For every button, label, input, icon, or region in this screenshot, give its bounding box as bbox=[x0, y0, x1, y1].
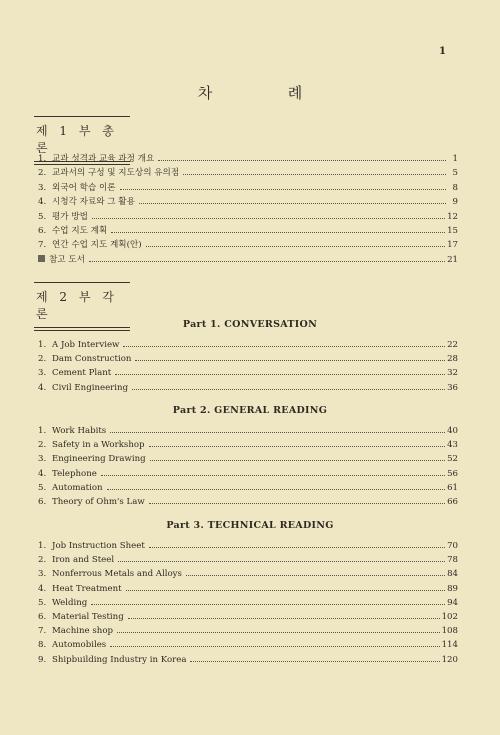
entry-page: 21 bbox=[447, 254, 458, 265]
toc-entry[interactable] bbox=[38, 598, 458, 612]
entry-page: 15 bbox=[447, 225, 458, 236]
toc-entry[interactable] bbox=[38, 195, 458, 209]
entry-label: Engineering Drawing bbox=[52, 454, 146, 465]
entry-label: Welding bbox=[52, 597, 88, 608]
dot-leader bbox=[118, 561, 445, 562]
entry-page: 5 bbox=[452, 168, 458, 179]
entry-label: Cement Plant bbox=[52, 368, 112, 379]
entry-label: Civil Engineering bbox=[52, 382, 129, 393]
dot-leader bbox=[126, 590, 445, 591]
dot-leader bbox=[149, 547, 445, 548]
toc-entry[interactable] bbox=[38, 426, 458, 440]
entry-page: 17 bbox=[447, 240, 458, 251]
toc-entry[interactable] bbox=[38, 584, 458, 598]
entry-label: 연간 수업 지도 계획(안) bbox=[52, 240, 142, 251]
toc-title bbox=[0, 82, 500, 103]
entry-page: 56 bbox=[447, 468, 458, 479]
entry-label: Heat Treatment bbox=[52, 583, 122, 594]
entry-page: 78 bbox=[447, 555, 458, 566]
entry-page: 12 bbox=[447, 211, 458, 222]
toc-entry[interactable] bbox=[38, 166, 458, 180]
toc-entry[interactable] bbox=[38, 569, 458, 583]
entry-number: 5. bbox=[38, 482, 47, 493]
square-bullet-icon bbox=[38, 255, 45, 262]
entry-label: Machine shop bbox=[52, 626, 113, 637]
entry-label: Nonferrous Metals and Alloys bbox=[52, 569, 182, 580]
dot-leader bbox=[146, 246, 445, 247]
toc-entry[interactable] bbox=[38, 383, 458, 397]
entry-label: A Job Interview bbox=[52, 340, 120, 350]
entry-page: 108 bbox=[441, 626, 458, 637]
entry-number: 2. bbox=[38, 168, 47, 179]
toc-entry[interactable] bbox=[38, 181, 458, 195]
entry-label: Theory of Ohm's Law bbox=[52, 496, 145, 507]
entry-label: 평가 방법 bbox=[52, 211, 88, 222]
entry-page: 120 bbox=[441, 654, 458, 665]
entry-number: 2. bbox=[38, 440, 47, 451]
entry-label: 교과 성격과 교육 과정 개요 bbox=[52, 154, 155, 164]
entry-page: 70 bbox=[447, 541, 458, 551]
toc-entry[interactable] bbox=[38, 354, 458, 368]
entry-number: 7. bbox=[38, 626, 47, 637]
toc-entry[interactable] bbox=[38, 440, 458, 454]
entry-number: 1. bbox=[38, 340, 47, 350]
entry-page: 84 bbox=[447, 569, 458, 580]
entry-page: 32 bbox=[447, 368, 458, 379]
entry-label: Job Instruction Sheet bbox=[52, 541, 145, 551]
page-number: 1 bbox=[439, 46, 446, 57]
entry-number: 1. bbox=[38, 541, 47, 551]
entry-number: 2. bbox=[38, 555, 47, 566]
entry-page: 114 bbox=[441, 640, 458, 651]
entry-page: 1 bbox=[452, 154, 458, 164]
dot-leader bbox=[117, 632, 440, 633]
entry-label: Iron and Steel bbox=[52, 555, 115, 566]
entry-label: Automobiles bbox=[52, 640, 107, 651]
entry-number: 1. bbox=[38, 154, 47, 164]
dot-leader bbox=[183, 174, 446, 175]
entry-number: 3. bbox=[38, 182, 47, 193]
entry-number: 4. bbox=[38, 197, 47, 208]
entry-number: 2. bbox=[38, 354, 47, 365]
entry-page: 102 bbox=[441, 611, 458, 622]
toc-title-char: 례 bbox=[287, 84, 303, 102]
toc-entry[interactable] bbox=[38, 224, 458, 238]
entry-number: 6. bbox=[38, 611, 47, 622]
entry-number: 8. bbox=[38, 640, 47, 651]
entry-label: Dam Construction bbox=[52, 354, 132, 365]
entry-label: Material Testing bbox=[52, 611, 124, 622]
entry-number: 4. bbox=[38, 468, 47, 479]
entry-number: 3. bbox=[38, 454, 47, 465]
dot-leader bbox=[149, 446, 446, 447]
entry-page: 89 bbox=[447, 583, 458, 594]
entry-label: Automation bbox=[52, 482, 103, 493]
header-rule bbox=[34, 330, 130, 331]
toc-entry[interactable] bbox=[38, 497, 458, 511]
entry-number: 1. bbox=[38, 426, 47, 436]
dot-leader bbox=[186, 575, 445, 576]
dot-leader bbox=[150, 460, 445, 461]
toc-title-char: 차 bbox=[197, 84, 213, 102]
dot-leader bbox=[132, 389, 445, 390]
part1-header-text: 제 1 부 총 론 bbox=[36, 124, 115, 155]
entry-number: 5. bbox=[38, 211, 47, 222]
dot-leader bbox=[101, 475, 445, 476]
entry-page: 43 bbox=[447, 440, 458, 451]
toc-entry[interactable] bbox=[38, 454, 458, 468]
entry-page: 40 bbox=[447, 426, 458, 436]
section-heading: Part 1. CONVERSATION bbox=[182, 319, 318, 330]
toc-entry[interactable] bbox=[38, 612, 458, 626]
toc-entry[interactable] bbox=[38, 655, 458, 669]
entry-label: Telephone bbox=[52, 468, 97, 479]
dot-leader bbox=[120, 189, 446, 190]
dot-leader bbox=[139, 203, 446, 204]
dot-leader bbox=[149, 503, 445, 504]
entry-page: 8 bbox=[452, 182, 458, 193]
dot-leader bbox=[111, 232, 445, 233]
entry-number: 5. bbox=[38, 597, 47, 608]
entry-label: 참고 도서 bbox=[49, 254, 85, 265]
dot-leader bbox=[128, 618, 440, 619]
entry-page: 36 bbox=[447, 382, 458, 393]
dot-leader bbox=[135, 360, 445, 361]
entry-label: 교과서의 구성 및 지도상의 유의점 bbox=[52, 168, 180, 179]
toc-entry[interactable] bbox=[38, 210, 458, 224]
entry-page: 94 bbox=[447, 597, 458, 608]
toc-entry[interactable] bbox=[38, 541, 458, 555]
part2-header-text: 제 2 부 각 론 bbox=[36, 290, 115, 321]
dot-leader bbox=[92, 218, 445, 219]
toc-entry[interactable] bbox=[38, 640, 458, 654]
toc-entry[interactable] bbox=[38, 555, 458, 569]
section-list bbox=[38, 426, 458, 511]
entry-label: Work Habits bbox=[52, 426, 107, 436]
entry-label: 시청각 자료와 그 활용 bbox=[52, 197, 135, 208]
entry-page: 9 bbox=[452, 197, 458, 208]
dot-leader bbox=[107, 489, 446, 490]
entry-label: 수업 지도 계획 bbox=[52, 225, 108, 236]
entry-number: 4. bbox=[38, 382, 47, 393]
entry-number: 3. bbox=[38, 569, 47, 580]
entry-page: 22 bbox=[447, 340, 458, 350]
dot-leader bbox=[91, 604, 445, 605]
toc-entry-references[interactable] bbox=[38, 253, 458, 267]
entry-page: 66 bbox=[447, 496, 458, 507]
dot-leader bbox=[190, 661, 439, 662]
toc-entry[interactable] bbox=[38, 626, 458, 640]
toc-entry[interactable] bbox=[38, 368, 458, 382]
entry-label: 외국어 학습 이론 bbox=[52, 182, 116, 193]
dot-leader bbox=[89, 261, 445, 262]
dot-leader bbox=[123, 346, 445, 347]
entry-number: 6. bbox=[38, 496, 47, 507]
toc-entry[interactable] bbox=[38, 340, 458, 354]
entry-page: 61 bbox=[447, 482, 458, 493]
toc-entry[interactable] bbox=[38, 469, 458, 483]
toc-entry[interactable] bbox=[38, 483, 458, 497]
section-list bbox=[38, 541, 458, 669]
section-list bbox=[38, 340, 458, 397]
entry-number: 3. bbox=[38, 368, 47, 379]
entry-number: 4. bbox=[38, 583, 47, 594]
section-heading: Part 2. GENERAL READING bbox=[172, 405, 328, 416]
dot-leader bbox=[110, 432, 445, 433]
entry-number: 7. bbox=[38, 240, 47, 251]
entry-page: 28 bbox=[447, 354, 458, 365]
section-heading: Part 3. TECHNICAL READING bbox=[166, 520, 334, 531]
part1-list bbox=[38, 152, 458, 267]
entry-number: 6. bbox=[38, 225, 47, 236]
entry-label: Shipbuilding Industry in Korea bbox=[52, 654, 187, 665]
toc-entry[interactable] bbox=[38, 238, 458, 252]
dot-leader bbox=[115, 374, 445, 375]
entry-page: 52 bbox=[447, 454, 458, 465]
entry-label: Safety in a Workshop bbox=[52, 440, 145, 451]
dot-leader bbox=[110, 646, 439, 647]
dot-leader bbox=[158, 160, 446, 161]
toc-entry[interactable] bbox=[38, 152, 458, 166]
entry-number: 9. bbox=[38, 654, 47, 665]
